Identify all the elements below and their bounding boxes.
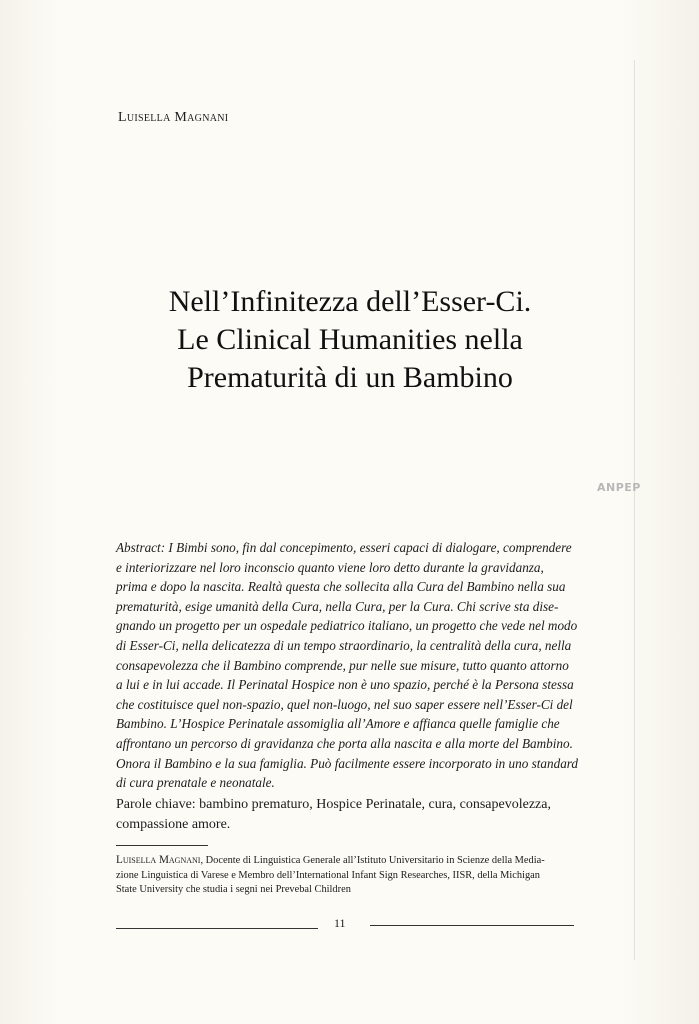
page-edge-line [634,60,635,960]
abstract-line: consapevolezza che il Bambino comprende, pur nelle sue misure, tutto quanto attorno [116,657,569,673]
abstract-line: che costituisce quel non-spazio, quel non-luogo, nel suo saper essere nell’Esser-Ci del [116,696,573,712]
author-footnote [116,853,590,898]
watermark-text: ANPEP [597,481,641,494]
footer-rule-left [116,928,318,929]
footnote-separator [116,845,208,846]
keywords [116,795,588,835]
footnote-line: zione Linguistica di Varese e Membro dell’International Infant Sign Researches, IISR, della Michigan [116,869,540,881]
abstract-line: a lui e in lui accade. Il Perinatal Hospice non è uno spazio, perché è la Persona stessa [116,677,574,693]
title-line: Nell’Infinitezza dell’Esser-Ci. [168,285,532,318]
title-line: Prematurità di un Bambino [187,361,513,394]
footnote-author: Luisella Magnani [116,854,201,866]
abstract-line: e interiorizzare nel loro inconscio quanto viene loro detto durante la gravidanza, [116,559,544,575]
abstract-line: prematurità, esige umanità della Cura, nella Cura, per la Cura. Chi scrive sta dise- [116,598,559,614]
abstract-line: prima e dopo la nascita. Realtà questa che sollecita alla Cura del Bambino nella sua [116,579,566,595]
running-header-author: Luisella Magnani [118,110,229,125]
abstract-line: Onora il Bambino e la sua famiglia. Può facilmente essere incorporato in uno standard [116,755,579,771]
footnote-text: , Docente di Linguistica Generale all’Istituto Universitario in Scienze della Media- [200,855,545,866]
abstract-line: Bambino. L’Hospice Perinatale assomiglia all’Amore e affianca quelle famiglie che [116,716,560,732]
footnote-line: State University che studia i segni nei Prevebal Children [116,884,351,895]
footnote-line [116,853,590,869]
abstract [116,538,586,793]
abstract-line: Abstract: I Bimbi sono, fin dal concepimento, esseri capaci di dialogare, comprendere [116,540,572,555]
article-title [90,283,610,397]
abstract-line: di Esser-Ci, nella delicatezza di un tempo straordinario, la centralità della cura, nella [116,637,572,653]
footer-rule-right [370,925,574,926]
keywords-line: compassione amore. [116,817,231,832]
watermark-logo [597,481,641,494]
keywords-line: Parole chiave: bambino prematuro, Hospice Perinatale, cura, consapevolezza, [116,797,551,812]
abstract-line: di cura prenatale e neonatale. [116,775,275,791]
abstract-line: gnando un progetto per un ospedale pediatrico italiano, un progetto che vede nel modo [116,618,578,634]
title-line: Le Clinical Humanities nella [177,323,523,356]
abstract-line: affrontano un percorso di gravidanza che porta alla nascita e alla morte del Bambino. [116,735,573,751]
page-number: 11 [334,916,346,930]
